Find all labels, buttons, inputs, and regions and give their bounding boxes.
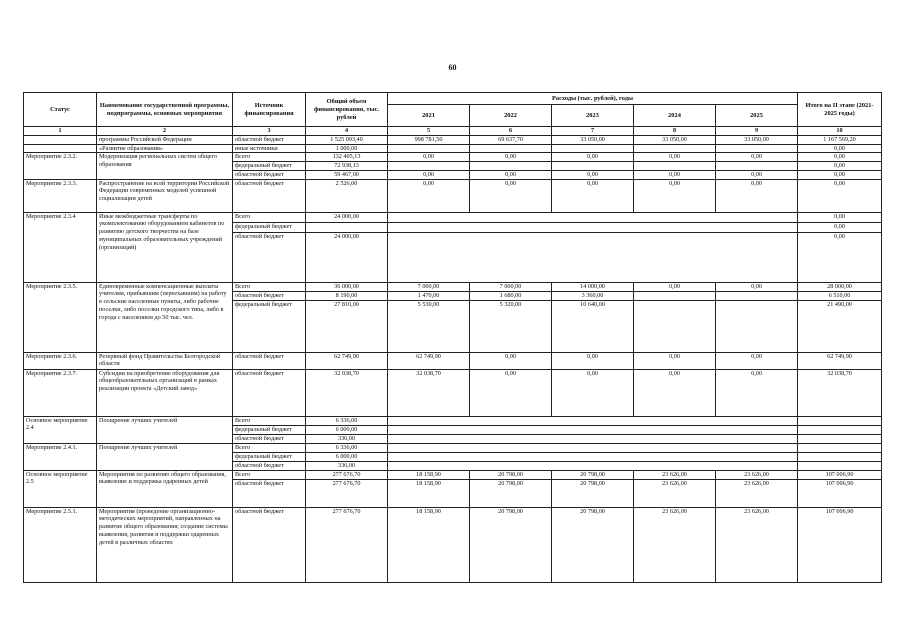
year-cell: 0,00	[470, 352, 552, 369]
stage-total-cell: 6 510,00	[798, 291, 882, 300]
year-cell: 0,00	[388, 153, 470, 162]
year-cell: 0,00	[634, 352, 716, 369]
stage-total-cell: 0,00	[798, 222, 882, 232]
year-cell: 0,00	[470, 369, 552, 416]
year-cell	[470, 144, 552, 153]
year-cell	[716, 300, 798, 352]
year-cell: 18 158,90	[388, 507, 470, 582]
year-cell: 23 626,00	[716, 507, 798, 582]
year-merged-cell	[388, 434, 798, 443]
total-cell: 1 000,00	[306, 144, 388, 153]
year-cell: 3 360,00	[552, 291, 634, 300]
year-merged-cell	[388, 212, 798, 222]
year-merged-cell	[388, 416, 798, 425]
year-cell: 20 798,00	[552, 507, 634, 582]
table-row	[24, 443, 882, 452]
source-cell: Всего	[233, 153, 306, 162]
year-cell: 18 158,90	[388, 470, 470, 479]
year-merged-cell	[388, 232, 798, 282]
header-year: 2022	[470, 105, 552, 127]
source-cell: областной бюджет	[233, 507, 306, 582]
program-cell: Распространение на всей территории Российской Федерации современных моделей успешной социализации детей	[97, 179, 233, 212]
year-cell: 998 781,50	[388, 135, 470, 144]
year-merged-cell	[388, 222, 798, 232]
header-expenses: Расходы (тыс. рублей), годы	[388, 93, 798, 105]
year-cell: 0,00	[716, 153, 798, 162]
budget-table	[23, 92, 882, 583]
source-cell: федеральный бюджет	[233, 452, 306, 461]
year-cell: 7 000,00	[470, 282, 552, 291]
page-number: 60	[448, 63, 457, 72]
total-cell: 32 038,70	[306, 369, 388, 416]
stage-total-cell: 62 749,90	[798, 352, 882, 369]
source-cell: Всего	[233, 416, 306, 425]
stage-total-cell: 0,00	[798, 212, 882, 222]
total-cell: 6 000,00	[306, 425, 388, 434]
year-cell: 0,00	[388, 170, 470, 179]
year-cell	[388, 162, 470, 171]
source-cell: областной бюджет	[233, 232, 306, 282]
source-cell: Всего	[233, 470, 306, 479]
year-cell: 0,00	[552, 153, 634, 162]
total-cell: 6 000,00	[306, 452, 388, 461]
total-cell	[306, 222, 388, 232]
program-cell: Иные межбюджетные трансферты по укомплектованию оборудованием кабинетов по развитию детского творчества на базе муниципальных образовательных учреждений (организаций)	[97, 212, 233, 282]
program-cell: программы Российской Федерации	[97, 135, 233, 144]
year-cell	[470, 162, 552, 171]
header-year: 2024	[634, 105, 716, 127]
total-cell: 27 810,00	[306, 300, 388, 352]
year-cell: 69 637,70	[470, 135, 552, 144]
year-cell: 23 626,00	[716, 479, 798, 507]
year-cell: 33 050,00	[634, 135, 716, 144]
stage-total-cell: 107 006,90	[798, 470, 882, 479]
status-cell: Основное мероприятие 2.4	[24, 416, 97, 443]
source-cell: Всего	[233, 443, 306, 452]
column-number: 9	[716, 127, 798, 136]
year-cell: 23 626,00	[634, 507, 716, 582]
year-cell: 0,00	[634, 153, 716, 162]
total-cell: 36 000,00	[306, 282, 388, 291]
table-row	[24, 212, 882, 222]
year-cell: 7 000,00	[388, 282, 470, 291]
total-cell: 24 000,00	[306, 212, 388, 222]
stage-total-cell: 0,00	[798, 179, 882, 212]
year-cell: 0,00	[634, 282, 716, 291]
program-cell: Поощрение лучших учителей	[97, 443, 233, 470]
status-cell: Мероприятие 2.4.1.	[24, 443, 97, 470]
year-cell: 62 749,90	[388, 352, 470, 369]
stage-total-cell: 107 006,90	[798, 507, 882, 582]
status-cell: Мероприятие 2.3.4	[24, 212, 97, 282]
stage-total-cell	[798, 443, 882, 452]
year-cell: 20 798,00	[470, 470, 552, 479]
source-cell: областной бюджет	[233, 461, 306, 470]
year-cell: 0,00	[388, 179, 470, 212]
status-cell: Основное мероприятие 2.5	[24, 470, 97, 507]
stage-total-cell: 0,00	[798, 170, 882, 179]
year-cell: 0,00	[634, 179, 716, 212]
total-cell: 277 676,70	[306, 507, 388, 582]
column-number: 10	[798, 127, 882, 136]
total-cell: 277 676,70	[306, 479, 388, 507]
header-year: 2021	[388, 105, 470, 127]
program-cell: Мероприятия по развитию общего образования, выявление и поддержка одаренных детей	[97, 470, 233, 507]
column-number: 8	[634, 127, 716, 136]
table-row	[24, 153, 882, 162]
year-cell: 0,00	[634, 170, 716, 179]
header-status: Статус	[24, 93, 97, 127]
total-cell: 62 749,90	[306, 352, 388, 369]
year-cell: 18 158,90	[388, 479, 470, 507]
status-cell: Мероприятие 2.3.2.	[24, 153, 97, 179]
year-cell: 20 798,00	[470, 479, 552, 507]
source-cell: областной бюджет	[233, 170, 306, 179]
source-cell: федеральный бюджет	[233, 300, 306, 352]
status-cell: Мероприятие 2.3.3.	[24, 179, 97, 212]
column-number: 7	[552, 127, 634, 136]
total-cell: 336,00	[306, 434, 388, 443]
total-cell: 24 000,00	[306, 232, 388, 282]
header-source: Источник финансирования	[233, 93, 306, 127]
year-cell	[716, 162, 798, 171]
stage-total-cell: 28 000,00	[798, 282, 882, 291]
year-cell: 23 626,00	[716, 470, 798, 479]
source-cell: федеральный бюджет	[233, 425, 306, 434]
year-cell: 33 050,00	[552, 135, 634, 144]
stage-total-cell: 0,00	[798, 232, 882, 282]
year-cell: 0,00	[470, 170, 552, 179]
year-cell: 0,00	[470, 153, 552, 162]
total-cell: 6 336,00	[306, 443, 388, 452]
table-row	[24, 179, 882, 212]
program-cell: Единовременные компенсационные выплаты учителям, прибывшим (переехавшим) на работу в сельские населенные пункты, либо рабочие поселки, либо поселки городского типа, либо в города с населением до 50 тыс. чел.	[97, 282, 233, 352]
total-cell: 277 676,70	[306, 470, 388, 479]
program-cell: Модернизация региональных систем общего образования	[97, 153, 233, 179]
program-cell: Мероприятия (проведение организационно-методических мероприятий, направленных на развитие общего образования; создание системы выявления, развития и поддержки одаренных детей в различных областях	[97, 507, 233, 582]
total-cell: 8 190,00	[306, 291, 388, 300]
stage-total-cell	[798, 425, 882, 434]
source-cell: областной бюджет	[233, 179, 306, 212]
total-cell: 1 525 093,40	[306, 135, 388, 144]
table-row	[24, 144, 882, 153]
source-cell: федеральный бюджет	[233, 162, 306, 171]
stage-total-cell	[798, 452, 882, 461]
table-row	[24, 507, 882, 582]
year-merged-cell	[388, 461, 798, 470]
stage-total-cell	[798, 434, 882, 443]
year-cell: 0,00	[716, 352, 798, 369]
year-cell: 23 626,00	[634, 479, 716, 507]
total-cell: 59 467,00	[306, 170, 388, 179]
year-merged-cell	[388, 452, 798, 461]
year-merged-cell	[388, 425, 798, 434]
year-cell: 23 626,00	[634, 470, 716, 479]
total-cell: 72 938,13	[306, 162, 388, 171]
total-cell: 132 405,13	[306, 153, 388, 162]
year-cell: 0,00	[716, 170, 798, 179]
year-cell: 0,00	[716, 369, 798, 416]
column-number: 1	[24, 127, 97, 136]
year-cell	[716, 291, 798, 300]
year-cell: 0,00	[634, 369, 716, 416]
table-row	[24, 352, 882, 369]
source-cell: областной бюджет	[233, 291, 306, 300]
program-cell: Субсидии на приобретение оборудования для общеобразовательных организаций в рамках реализации проекта «Детский завод»	[97, 369, 233, 416]
year-cell: 0,00	[716, 179, 798, 212]
total-cell: 2 526,00	[306, 179, 388, 212]
year-merged-cell	[388, 443, 798, 452]
stage-total-cell: 107 006,90	[798, 479, 882, 507]
status-cell: Мероприятие 2.3.7.	[24, 369, 97, 416]
header-program: Наименование государственной программы, подпрограммы, основных мероприятия	[97, 93, 233, 127]
year-cell: 32 038,70	[388, 369, 470, 416]
source-cell: Всего	[233, 282, 306, 291]
stage-total-cell: 21 490,00	[798, 300, 882, 352]
year-cell: 20 798,00	[470, 507, 552, 582]
year-cell: 0,00	[716, 282, 798, 291]
program-cell: Поощрение лучших учителей	[97, 416, 233, 443]
year-cell	[634, 162, 716, 171]
year-cell: 5 320,00	[470, 300, 552, 352]
status-cell: Мероприятие 2.3.5.	[24, 282, 97, 352]
stage-total-cell: 32 038,70	[798, 369, 882, 416]
stage-total-cell: 0,00	[798, 144, 882, 153]
table-row	[24, 282, 882, 291]
year-cell	[634, 291, 716, 300]
year-cell: 0,00	[552, 352, 634, 369]
column-number: 2	[97, 127, 233, 136]
year-cell	[634, 300, 716, 352]
year-cell: 5 530,00	[388, 300, 470, 352]
year-cell: 0,00	[552, 369, 634, 416]
total-cell: 336,00	[306, 461, 388, 470]
program-cell: «Развитие образования»	[97, 144, 233, 153]
column-number: 5	[388, 127, 470, 136]
year-cell	[552, 162, 634, 171]
year-cell: 20 798,00	[552, 479, 634, 507]
year-cell: 1 680,00	[470, 291, 552, 300]
status-cell: Мероприятие 2.3.6.	[24, 352, 97, 369]
status-cell	[24, 144, 97, 153]
stage-total-cell: 0,00	[798, 162, 882, 171]
source-cell: областной бюджет	[233, 369, 306, 416]
header-stage-total: Итого на II этапе (2021-2025 годы)	[798, 93, 882, 127]
year-cell: 10 640,00	[552, 300, 634, 352]
year-cell: 0,00	[552, 179, 634, 212]
year-cell: 33 050,00	[716, 135, 798, 144]
source-cell: иные источники	[233, 144, 306, 153]
program-cell: Резервный фонд Правительства Белгородской области	[97, 352, 233, 369]
stage-total-cell: 1 167 569,20	[798, 135, 882, 144]
table-row	[24, 369, 882, 416]
source-cell: областной бюджет	[233, 135, 306, 144]
year-cell: 1 470,00	[388, 291, 470, 300]
year-cell: 14 000,00	[552, 282, 634, 291]
year-cell	[388, 144, 470, 153]
table-row	[24, 416, 882, 425]
total-cell: 6 336,00	[306, 416, 388, 425]
source-cell: федеральный бюджет	[233, 222, 306, 232]
status-cell: Мероприятие 2.5.1.	[24, 507, 97, 582]
year-cell: 20 798,00	[552, 470, 634, 479]
source-cell: областной бюджет	[233, 352, 306, 369]
year-cell	[716, 144, 798, 153]
source-cell: Всего	[233, 212, 306, 222]
column-number: 4	[306, 127, 388, 136]
header-total: Общий объем финансирования, тыс. рублей	[306, 93, 388, 127]
stage-total-cell	[798, 461, 882, 470]
status-cell	[24, 135, 97, 144]
year-cell: 0,00	[470, 179, 552, 212]
source-cell: областной бюджет	[233, 434, 306, 443]
source-cell: областной бюджет	[233, 479, 306, 507]
column-number: 3	[233, 127, 306, 136]
year-cell: 0,00	[552, 170, 634, 179]
header-year: 2023	[552, 105, 634, 127]
stage-total-cell: 0,00	[798, 153, 882, 162]
stage-total-cell	[798, 416, 882, 425]
year-cell	[634, 144, 716, 153]
year-cell	[552, 144, 634, 153]
header-year: 2025	[716, 105, 798, 127]
table-row	[24, 135, 882, 144]
column-number: 6	[470, 127, 552, 136]
table-row	[24, 470, 882, 479]
